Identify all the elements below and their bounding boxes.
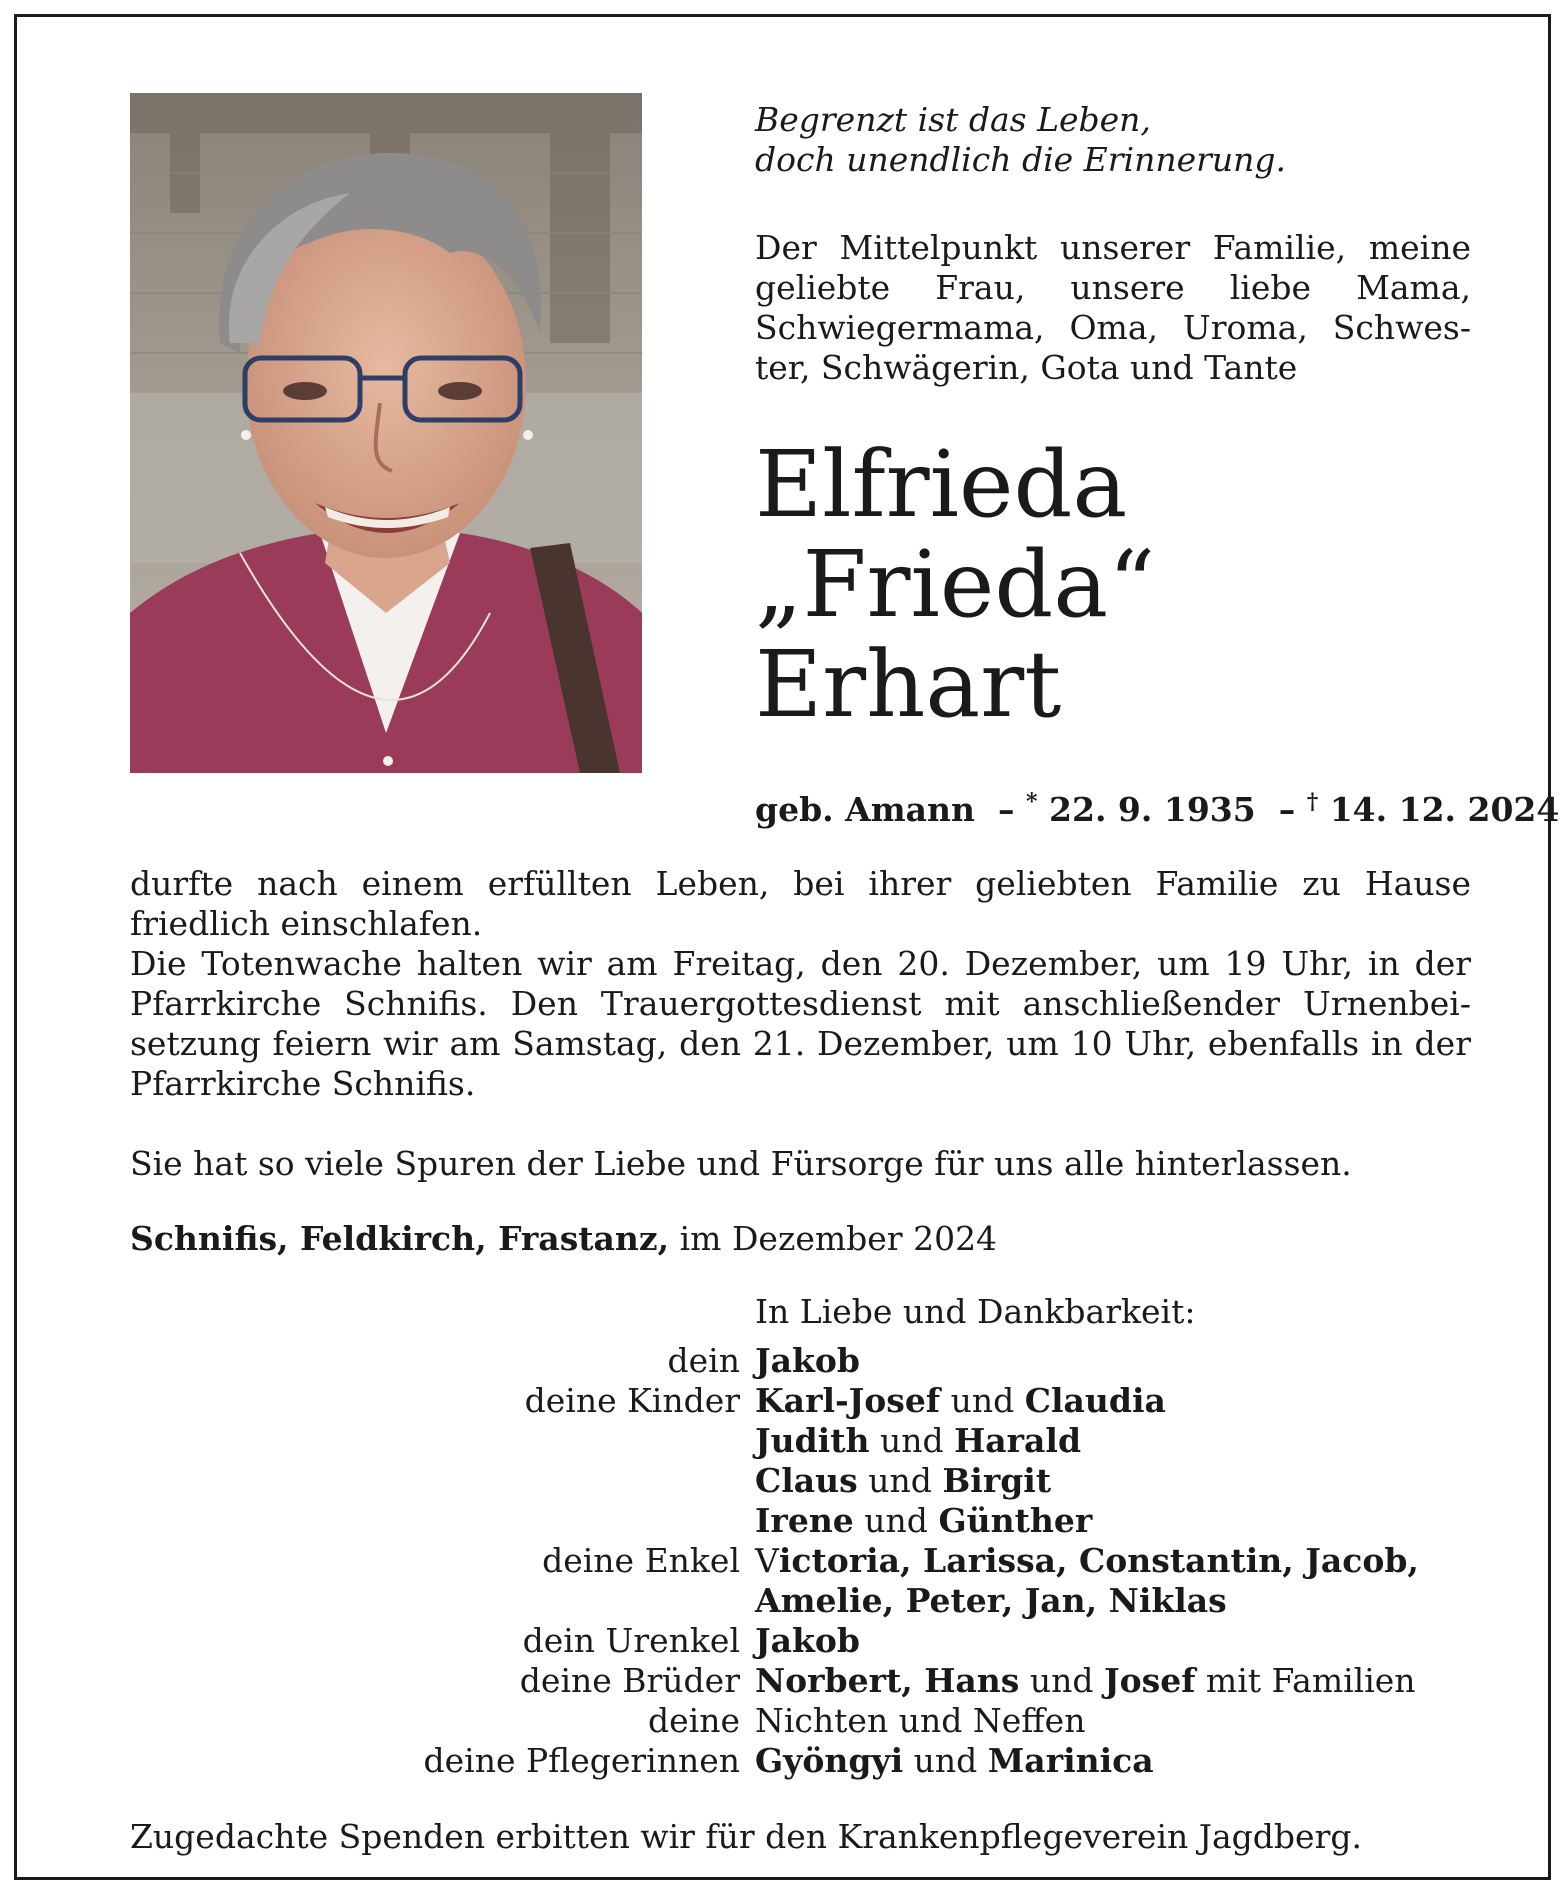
text-line: Pfarrkirche Schnifis. Den Trauergottesdienst mit anschließender Urnenbei- [130, 984, 1471, 1023]
family-list [130, 1341, 1471, 1781]
family-row [130, 1581, 1471, 1621]
intro-line: geliebte Frau, unsere liebe Mama, [755, 268, 1471, 307]
person-name: Josef [1104, 1661, 1196, 1700]
family-row [130, 1501, 1471, 1541]
connector-text: und [903, 1741, 988, 1780]
portrait-illustration [130, 93, 642, 773]
relation-label: dein Urenkel [522, 1621, 740, 1660]
family-row [130, 1661, 1471, 1701]
place-and-date [130, 1219, 997, 1259]
memorial-quote [755, 100, 1286, 180]
relation-label: dein [667, 1341, 740, 1380]
family-row [130, 1541, 1471, 1581]
family-row [130, 1701, 1471, 1741]
person-name: Claudia [1024, 1381, 1166, 1420]
person-name: Jakob [755, 1621, 860, 1660]
intro-line: Schwiegermama, Oma, Uroma, Schwes- [755, 308, 1471, 347]
birth-name: geb. Amann [755, 790, 976, 829]
relation-label: deine [648, 1701, 740, 1740]
intro-paragraph [755, 228, 1471, 388]
person-name: Claus [755, 1461, 858, 1500]
last-name: Erhart [755, 631, 1062, 738]
person-name: Jakob [755, 1341, 860, 1380]
first-name: Elfrieda [755, 431, 1128, 538]
relation-label: deine Brüder [519, 1661, 740, 1700]
dash: – [1267, 790, 1307, 829]
memorial-sentence: Sie hat so viele Spuren der Liebe und Fürsorge für uns alle hinterlassen. [130, 1144, 1352, 1183]
quote-line-2: doch unendlich die Erinnerung. [755, 140, 1287, 179]
relation-label [130, 1421, 755, 1461]
towns: Schnifis, Feldkirch, Frastanz, [130, 1219, 670, 1258]
family-row [130, 1341, 1471, 1381]
portrait-photo [130, 93, 642, 773]
text-line: Die Totenwache halten wir am Freitag, den 20. Dezember, um 19 Uhr, in der [130, 944, 1471, 983]
birth-symbol: * [1026, 789, 1038, 815]
birth-date: 22. 9. 1935 [1049, 790, 1256, 829]
family-row [130, 1741, 1471, 1781]
family-row [130, 1381, 1471, 1421]
connector-text: V [755, 1541, 779, 1580]
relation-label [130, 1581, 755, 1621]
family-names [755, 1581, 1227, 1621]
family-names [755, 1661, 1416, 1701]
connector-text: und [869, 1421, 955, 1460]
family-row [130, 1461, 1471, 1501]
person-name: Norbert, Hans [755, 1661, 1020, 1700]
person-name: Karl-Josef [755, 1381, 941, 1420]
intro-line: Der Mittelpunkt unserer Familie, meine [755, 228, 1471, 267]
family-names [755, 1461, 1051, 1501]
death-date: 14. 12. 2024 [1329, 790, 1560, 829]
life-dates [755, 782, 1559, 830]
text-line: durfte nach einem erfüllten Leben, bei ihrer geliebten Familie zu Hause [130, 864, 1471, 903]
relation-label: deine Pflegerinnen [423, 1741, 740, 1780]
connector-text: Nichten und Neffen [755, 1701, 1086, 1740]
gratitude-heading: In Liebe und Dankbarkeit: [755, 1292, 1196, 1331]
connector-text: und [853, 1501, 939, 1540]
text-line: setzung feiern wir am Samstag, den 21. Dezember, um 10 Uhr, ebenfalls in der [130, 1024, 1471, 1063]
family-names [755, 1421, 1081, 1461]
connector-text: und [857, 1461, 943, 1500]
person-name: Judith [755, 1421, 870, 1460]
person-name: Irene [755, 1501, 854, 1540]
quote-line-1: Begrenzt ist das Leben, [755, 100, 1151, 139]
donation-note: Zugedachte Spenden erbitten wir für den Krankenpflegeverein Jagdberg. [130, 1817, 1362, 1856]
family-names [755, 1541, 1419, 1581]
deceased-name [755, 431, 1156, 738]
person-name: Gyöngyi [755, 1741, 904, 1780]
family-names [755, 1701, 1085, 1741]
family-names [755, 1741, 1154, 1781]
connector-text: und [940, 1381, 1025, 1420]
relation-label: deine Kinder [524, 1381, 740, 1420]
family-names [755, 1381, 1166, 1421]
person-name: Birgit [942, 1461, 1052, 1500]
relation-label: deine Enkel [542, 1541, 740, 1580]
person-name: Günther [938, 1501, 1093, 1540]
person-name: Harald [954, 1421, 1082, 1460]
intro-line: ter, Schwägerin, Gota und Tante [755, 348, 1298, 387]
person-name: ictoria, Larissa, Constantin, Jacob, [778, 1541, 1419, 1580]
announcement-text [130, 864, 1471, 1104]
dash: – [986, 790, 1026, 829]
text-line: friedlich einschlafen. [130, 904, 483, 943]
connector-text: mit Familien [1195, 1661, 1416, 1700]
connector-text: und [1019, 1661, 1104, 1700]
death-symbol: † [1306, 789, 1319, 815]
family-names [755, 1621, 860, 1661]
text-line: Pfarrkirche Schnifis. [130, 1064, 476, 1103]
family-names [755, 1341, 860, 1381]
month-year: im Dezember 2024 [679, 1219, 998, 1258]
relation-label [130, 1501, 755, 1541]
person-name: Amelie, Peter, Jan, Niklas [755, 1581, 1227, 1620]
person-name: Marinica [987, 1741, 1154, 1780]
relation-label [130, 1461, 755, 1501]
family-row [130, 1621, 1471, 1661]
family-row [130, 1421, 1471, 1461]
family-names [755, 1501, 1092, 1541]
nickname: „Frieda“ [755, 531, 1156, 638]
